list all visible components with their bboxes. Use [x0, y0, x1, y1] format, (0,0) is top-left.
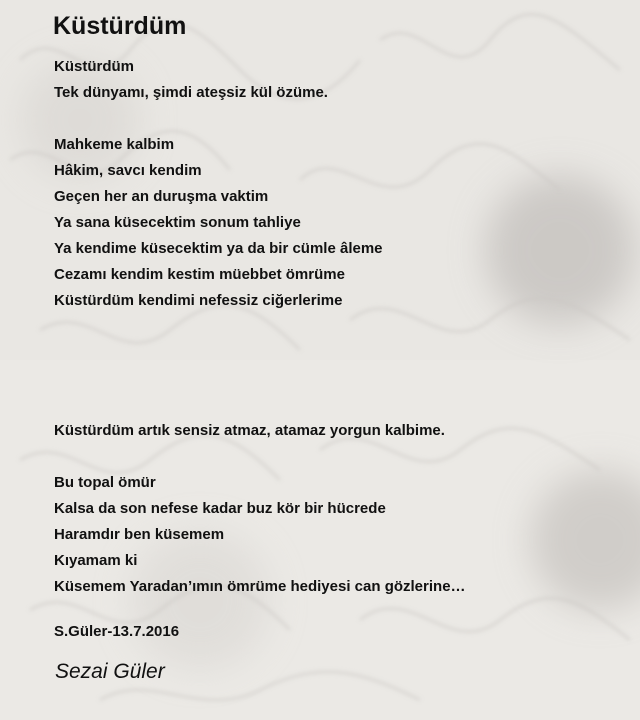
poem-line: Kıyamam ki — [54, 552, 138, 569]
poem-line: Ya sana küsecektim sonum tahliye — [54, 214, 301, 231]
poem-signature: S.Güler-13.7.2016 — [54, 623, 180, 640]
poem-line — [54, 314, 624, 340]
poem-line: Küstürdüm — [54, 58, 134, 75]
poem-line: Kalsa da son nefese kadar buz kör bir hücrede — [54, 500, 386, 517]
poem-line — [54, 366, 624, 392]
poem-line: Tek dünyamı, şimdi ateşsiz kül özüme. — [54, 84, 328, 101]
poem-title: Küstürdüm — [53, 12, 187, 40]
poem-line — [54, 392, 624, 418]
poem-line — [54, 106, 624, 132]
poem-line: Hâkim, savcı kendim — [54, 162, 202, 179]
poem-line: Küstürdüm kendimi nefessiz ciğerlerime — [54, 292, 343, 309]
poem-body — [54, 54, 624, 600]
poem-line: Küsemem Yaradan’ımın ömrüme hediyesi can gözlerine… — [54, 578, 466, 595]
poem-line: Bu topal ömür — [54, 474, 156, 491]
poem-author: Sezai Güler — [55, 660, 165, 683]
poem-line: Ya kendime küsecektim ya da bir cümle âleme — [54, 240, 383, 257]
poem-line: Cezamı kendim kestim müebbet ömrüme — [54, 266, 345, 283]
poem-line: Geçen her an duruşma vaktim — [54, 188, 269, 205]
poem-line — [54, 444, 624, 470]
poem-line: Küstürdüm artık sensiz atmaz, atamaz yorgun kalbime. — [54, 422, 445, 439]
poem-line — [54, 340, 624, 366]
poem-line: Haramdır ben küsemem — [54, 526, 225, 543]
poem-line: Mahkeme kalbim — [54, 136, 175, 153]
